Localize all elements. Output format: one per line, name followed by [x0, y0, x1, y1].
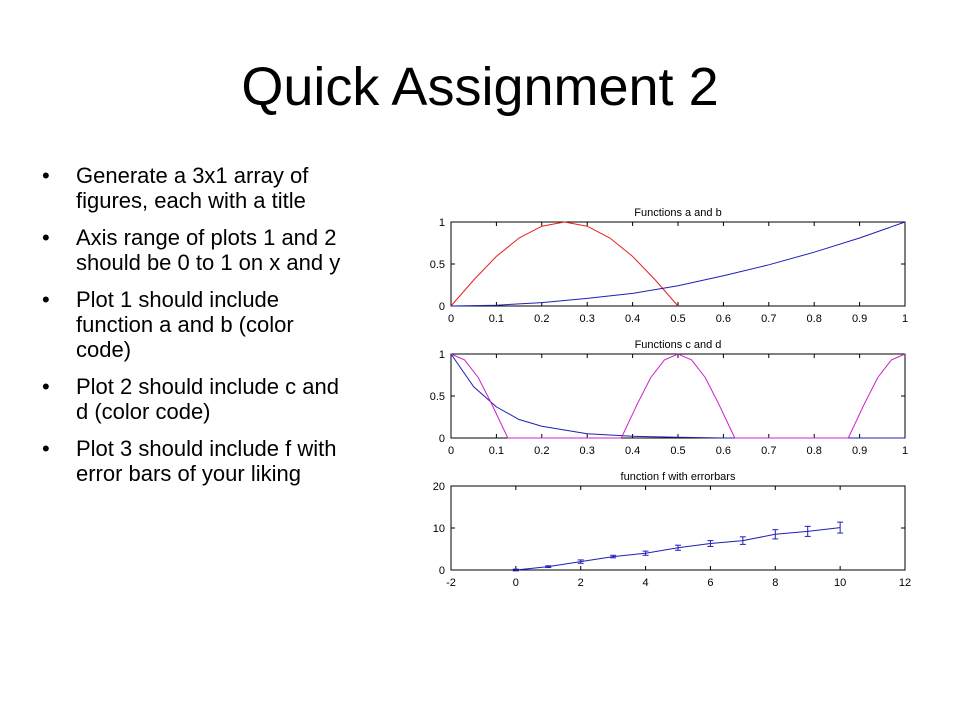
x-tick-label: 12 [898, 577, 912, 589]
y-tick-label: 0 [438, 565, 445, 577]
y-tick-label: 10 [432, 523, 445, 535]
x-tick-label: 4 [642, 577, 649, 589]
x-tick-label: 10 [834, 577, 847, 589]
x-tick-label: 0.7 [761, 445, 777, 457]
x-tick-label: 0.1 [488, 313, 505, 325]
chart-title: function f with errorbars [620, 471, 736, 483]
x-tick-label: 0.3 [579, 313, 595, 325]
y-tick-label: 1 [438, 217, 445, 229]
x-tick-label: 0.1 [488, 445, 505, 457]
x-tick-label: 0.7 [761, 313, 777, 325]
axes-box [451, 354, 905, 438]
x-tick-label: 0 [447, 313, 455, 325]
bullet-item: • Plot 2 should include c and d (color code) [42, 374, 352, 424]
y-tick-label: 0.5 [429, 391, 445, 403]
bullet-item: • Plot 3 should include f with error bars of your liking [42, 436, 352, 486]
x-tick-label: 1 [901, 445, 909, 457]
bullet-item: • Plot 1 should include function a and b (color code) [42, 287, 352, 362]
x-tick-label: 1 [901, 313, 909, 325]
y-tick-label: 0 [438, 433, 445, 445]
x-tick-label: 6 [707, 577, 714, 589]
bullet-item: • Generate a 3x1 array of figures, each with a title [42, 163, 352, 213]
x-tick-label: 8 [772, 577, 779, 589]
x-tick-label: 0 [447, 445, 455, 457]
slide-title: Quick Assignment 2 [241, 57, 719, 117]
x-tick-label: 0.3 [579, 445, 595, 457]
x-tick-label: 0.5 [670, 445, 686, 457]
x-tick-label: 0.5 [670, 313, 686, 325]
x-tick-label: 2 [577, 577, 584, 589]
x-tick-label: 0.8 [806, 445, 822, 457]
y-tick-label: 0.5 [429, 259, 445, 271]
x-tick-label: 0.9 [851, 313, 868, 325]
x-tick-label: 0.2 [534, 445, 550, 457]
axes-box [451, 222, 905, 306]
y-tick-label: 0 [438, 301, 445, 313]
x-tick-label: 0.2 [534, 313, 550, 325]
y-tick-label: 1 [438, 349, 445, 361]
x-tick-label: 0.9 [851, 445, 868, 457]
bullet-item: • Axis range of plots 1 and 2 should be 0 to 1 on x and y [42, 225, 352, 275]
x-tick-label: 0.4 [624, 313, 641, 325]
x-tick-label: 0.6 [715, 313, 732, 325]
x-tick-label: 0 [512, 577, 519, 589]
x-tick-label: -2 [446, 577, 456, 589]
chart-title: Functions a and b [634, 207, 722, 219]
x-tick-label: 0.6 [715, 445, 732, 457]
chart-title: Functions c and d [634, 339, 722, 351]
x-tick-label: 0.4 [624, 445, 641, 457]
x-tick-label: 0.8 [806, 313, 822, 325]
y-tick-label: 20 [432, 481, 445, 493]
